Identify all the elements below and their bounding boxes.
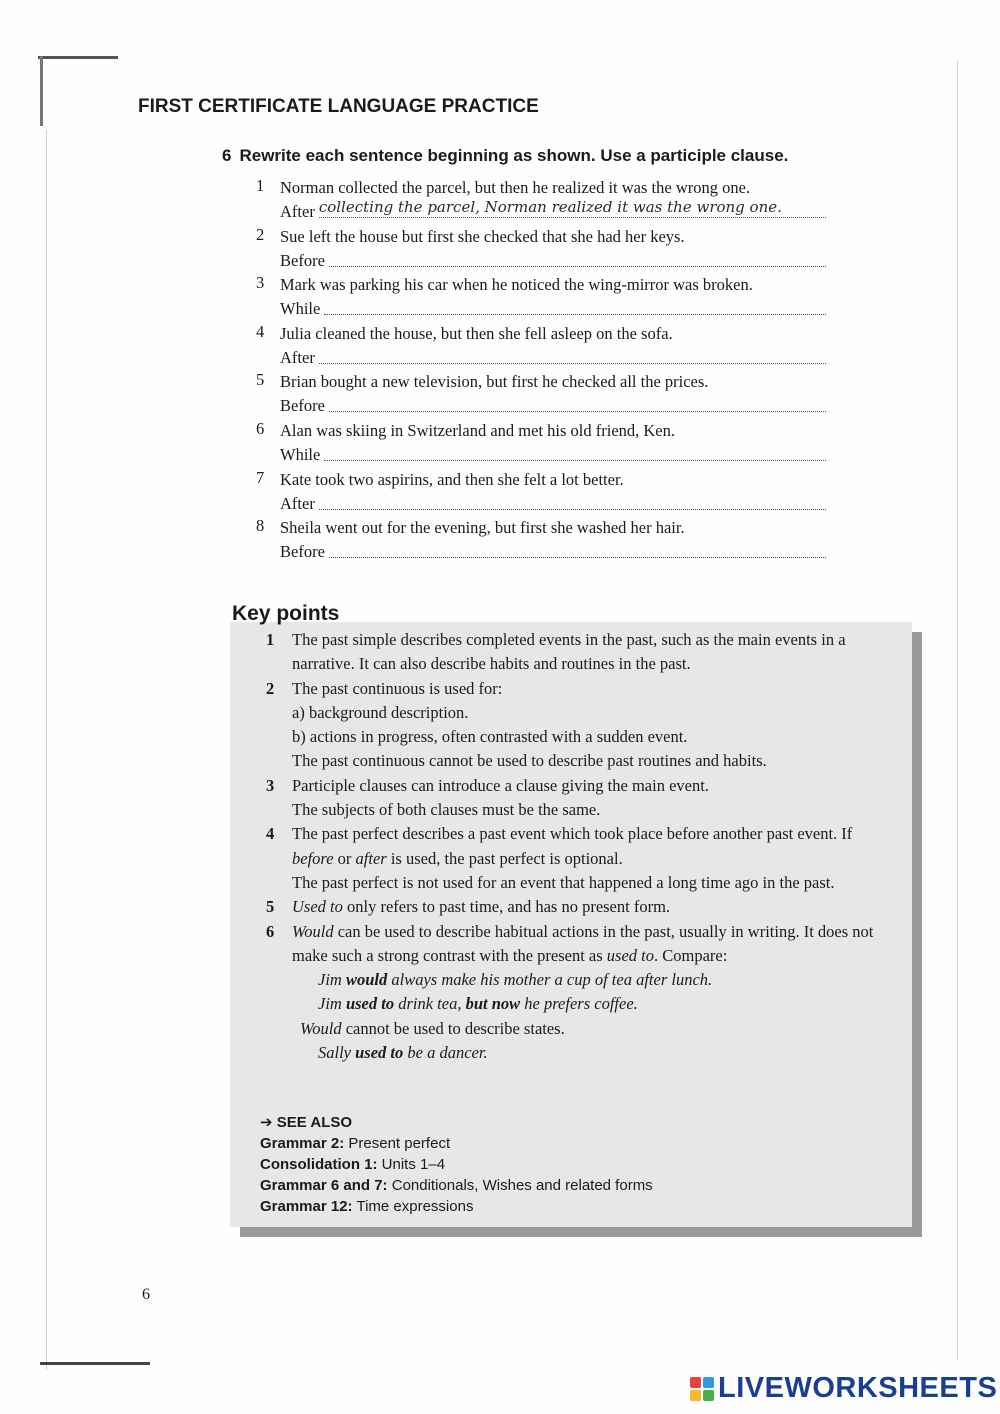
item-sentence: Brian bought a new television, but first he checked all the prices. [280, 372, 709, 392]
key-point-subitem: a) background description. [292, 702, 469, 722]
answer-field[interactable] [319, 200, 826, 218]
key-point-number: 3 [266, 775, 275, 795]
item-number: 1 [256, 176, 265, 195]
exercise-item [256, 419, 826, 468]
key-point-note: The subjects of both clauses must be the same. [292, 800, 601, 820]
key-point-note: Would cannot be used to describe states. [300, 1018, 565, 1038]
key-point [266, 895, 896, 919]
key-point-number: 6 [266, 921, 275, 941]
see-also [260, 1112, 653, 1217]
key-point-text: Would can be used to describe habitual actions in the past, usually in writing. It does not make such a strong contrast with the present as used to. Compare: [292, 921, 874, 965]
scan-edge-left-faint [46, 130, 47, 1370]
key-point-text: The past perfect describes a past event which took place before another past event. If before or after is used, the past perfect is optional. [292, 824, 853, 868]
item-sentence: Sue left the house but first she checked that she had her keys. [280, 226, 685, 246]
item-sentence: Sheila went out for the evening, but first she washed her hair. [280, 518, 685, 538]
example-sentence: Sally used to be a dancer. [318, 1043, 488, 1063]
item-number: 8 [256, 516, 265, 536]
answer-field[interactable] [319, 346, 826, 364]
page-number: 6 [142, 1286, 150, 1303]
answer-field[interactable] [324, 443, 826, 461]
liveworksheets-wordmark: LIVEWORKSHEETS [718, 1372, 998, 1404]
item-sentence: Alan was skiing in Switzerland and met his old friend, Ken. [280, 420, 676, 440]
key-points-list [266, 628, 896, 1065]
item-number: 2 [256, 224, 265, 244]
key-point [266, 774, 896, 823]
exercise-item [256, 176, 826, 225]
exercise-items [256, 176, 826, 565]
example-sentence: Jim would always make his mother a cup of tea after lunch. [318, 970, 713, 990]
exercise-item [256, 322, 826, 371]
answer-field[interactable] [329, 394, 826, 412]
key-point-number: 5 [266, 897, 275, 917]
item-lead-word: While [280, 444, 321, 464]
scan-edge-left [40, 56, 43, 126]
answer-field[interactable] [319, 492, 826, 510]
item-sentence: Norman collected the parcel, but then he realized it was the wrong one. [280, 178, 751, 197]
see-also-link[interactable]: Consolidation 1: Units 1–4 [260, 1156, 446, 1173]
key-point-subitem: b) actions in progress, often contrasted with a sudden event. [292, 727, 688, 747]
key-point [266, 920, 896, 1066]
key-point-note: The past perfect is not used for an event that happened a long time ago in the past. [292, 872, 835, 892]
handwritten-answer: collecting the parcel, Norman realized it was the wrong one. [318, 198, 782, 216]
key-point-number: 1 [266, 630, 275, 649]
see-also-link[interactable]: Grammar 2: Present perfect [260, 1135, 451, 1152]
answer-field[interactable] [324, 297, 826, 315]
key-point-text: Participle clauses can introduce a clause giving the main event. [292, 775, 709, 795]
item-number: 3 [256, 273, 265, 293]
key-point-note: The past continuous cannot be used to describe past routines and habits. [292, 751, 767, 771]
exercise-number: 6 [222, 146, 232, 165]
example-sentence: Jim used to drink tea, but now he prefers coffee. [318, 994, 638, 1014]
exercise-item [256, 468, 826, 517]
see-also-link[interactable]: Grammar 12: Time expressions [260, 1198, 474, 1215]
item-lead-word: After [280, 347, 315, 367]
answer-field[interactable] [329, 540, 826, 558]
exercise-item [256, 273, 826, 322]
key-point [266, 822, 896, 895]
scan-edge-bottom [40, 1362, 150, 1365]
item-number: 5 [256, 370, 265, 390]
item-sentence: Mark was parking his car when he noticed the wing-mirror was broken. [280, 275, 753, 295]
item-lead-word: After [280, 202, 315, 221]
answer-field[interactable] [329, 249, 826, 267]
exercise-heading [222, 146, 788, 166]
item-lead-word: After [280, 493, 315, 513]
item-number: 6 [256, 418, 265, 438]
see-also-link[interactable]: Grammar 6 and 7: Conditionals, Wishes and related forms [260, 1177, 653, 1194]
scan-edge-top [38, 56, 118, 59]
scan-edge-right [957, 60, 958, 1360]
exercise-item [256, 516, 826, 565]
item-number: 7 [256, 467, 265, 487]
liveworksheets-logo [690, 1372, 997, 1405]
exercise-item [256, 370, 826, 419]
key-points-title: Key points [232, 602, 340, 625]
item-number: 4 [256, 321, 265, 341]
item-sentence: Kate took two aspirins, and then she felt a lot better. [280, 469, 624, 489]
key-point-number: 2 [266, 678, 275, 698]
key-point-text: Used to only refers to past time, and has no present form. [292, 897, 671, 917]
key-point-text: The past simple describes completed events in the past, such as the main events in a narrative. It can also describe habits and routines in the past. [292, 630, 846, 674]
page-title: FIRST CERTIFICATE LANGUAGE PRACTICE [138, 96, 539, 117]
item-lead-word: Before [280, 396, 325, 416]
exercise-item [256, 225, 826, 274]
item-lead-word: While [280, 299, 321, 319]
item-lead-word: Before [280, 542, 325, 562]
key-point-text: The past continuous is used for: [292, 678, 503, 698]
item-sentence: Julia cleaned the house, but then she fell asleep on the sofa. [280, 323, 673, 343]
item-lead-word: Before [280, 250, 325, 270]
exercise-instruction: Rewrite each sentence beginning as shown. Use a participle clause. [239, 146, 789, 165]
see-also-title: ➔ SEE ALSO [260, 1114, 353, 1131]
key-point-number: 4 [266, 824, 275, 844]
key-point [266, 628, 896, 677]
liveworksheets-grid-icon [690, 1377, 714, 1401]
key-point [266, 677, 896, 774]
